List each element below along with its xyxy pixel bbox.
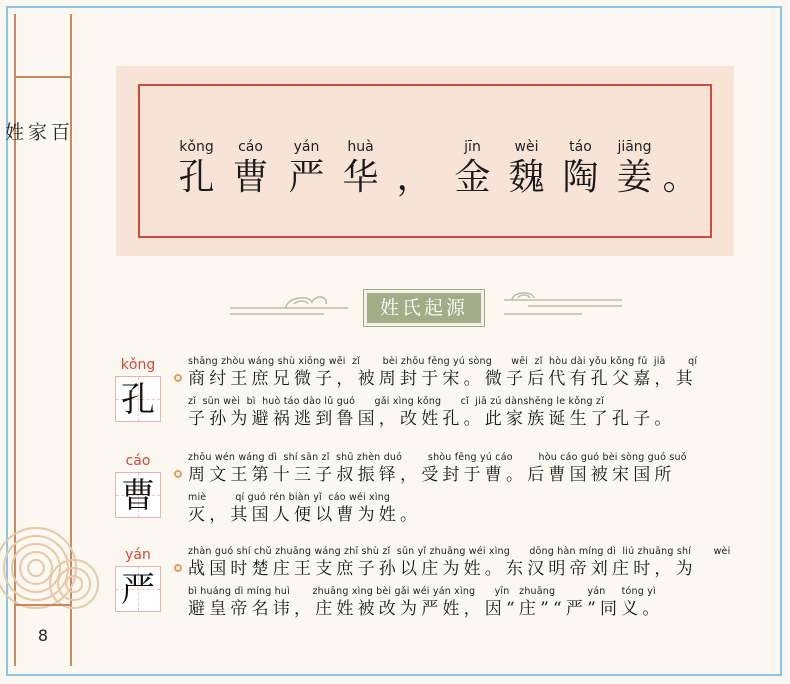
- poem-pinyin: jiāng: [617, 139, 652, 155]
- decorative-arcs: [16, 506, 70, 606]
- line-text: 子孙为避祸逃到鲁国，改姓孔。此家族诞生了孔子。: [188, 409, 676, 429]
- poem-char-pair: [284, 138, 329, 198]
- poem-hanzi: 金: [454, 157, 491, 198]
- poem-char-pair: [612, 138, 657, 198]
- poem-pinyin: cáo: [238, 139, 263, 155]
- poem-punctuation: ，: [396, 157, 433, 198]
- poem-char-pair: [228, 138, 273, 198]
- poem-pinyin: kǒng: [179, 139, 214, 155]
- text-line: [188, 356, 748, 390]
- surname-pinyin: kǒng: [120, 357, 156, 373]
- surname-entry-yan: [112, 546, 752, 626]
- surname-entry-cao: [112, 452, 752, 532]
- line-text: 灭，其国人便以曹为姓。: [188, 505, 422, 525]
- line-text: 战国时楚庄王支庶子孙以庄为姓。东汉明帝刘庄时，为: [188, 559, 697, 579]
- line-pinyin: zǐ sūn wèi bì huò táo dào lǔ guó gǎi xìng kǒng cǐ jiā zú dànshēng le kǒng zǐ: [188, 396, 604, 407]
- poem-hanzi: 陶: [562, 157, 599, 198]
- surname-box: [115, 472, 161, 518]
- poem-hanzi: 曹: [232, 157, 269, 198]
- section-heading: 姓氏起源: [364, 290, 484, 326]
- poem-punctuation: 。: [662, 157, 699, 198]
- cloud-ornament-left: [228, 290, 354, 320]
- poem-char-pair: [174, 138, 219, 198]
- book-title-char: 家: [25, 122, 47, 141]
- poem-char-pair: [338, 138, 383, 198]
- book-title: [2, 122, 70, 141]
- poem-hanzi: 姜: [616, 157, 653, 198]
- poem-char-pair: [558, 138, 603, 198]
- line-pinyin: bì huáng dì míng huì zhuāng xìng bèi gǎi wéi yán xìng yīn zhuāng yán tóng yì: [188, 586, 656, 597]
- poem-pinyin: [392, 138, 437, 156]
- line-text: 避皇帝名讳，庄姓被改为严姓，因“庄”“严”同义。: [188, 599, 664, 619]
- text-line: [188, 452, 748, 486]
- poem-pinyin: [658, 138, 703, 156]
- poem-hanzi: 华: [342, 157, 379, 198]
- bullet-icon: [174, 374, 182, 382]
- poem-hanzi: 魏: [508, 157, 545, 198]
- text-line: [188, 396, 748, 430]
- line-pinyin: zhàn guó shí chǔ zhuāng wáng zhī shù zǐ sūn yǐ zhuāng wéi xìng dōng hàn míng dì liú zhuāng shí wèi: [188, 546, 731, 557]
- text-line: [188, 492, 748, 526]
- book-title-char: 百: [48, 122, 70, 141]
- line-text: 周文王第十三子叔振铎，受封于曹。后曹国被宋国所: [188, 465, 676, 485]
- poem-char-pair: [504, 138, 549, 198]
- surname-box: [115, 376, 161, 422]
- poem-hanzi: 严: [288, 157, 325, 198]
- surname-box: [115, 566, 161, 612]
- text-line: [188, 546, 748, 580]
- page-number: 8: [37, 626, 49, 645]
- surname-char: 孔: [121, 380, 155, 420]
- surname-pinyin: yán: [125, 547, 151, 563]
- surname-char: 严: [121, 570, 155, 610]
- poem-banner: [116, 66, 734, 256]
- spine-divider-bottom: [16, 604, 70, 606]
- book-title-char: 姓: [2, 122, 24, 141]
- poem-char-pair: [392, 138, 437, 198]
- surname-pinyin: cáo: [125, 453, 151, 469]
- bullet-icon: [174, 564, 182, 572]
- poem-pinyin: táo: [569, 139, 592, 155]
- poem-pinyin: yán: [293, 139, 320, 155]
- poem-hanzi: 孔: [178, 157, 215, 198]
- line-pinyin: miè qí guó rén biàn yǐ cáo wéi xìng: [188, 492, 391, 503]
- surname-char: 曹: [121, 476, 155, 516]
- line-pinyin: zhōu wén wáng dì shí sān zǐ shū zhèn duó shòu fēng yú cáo hòu cáo guó bèi sòng guó suǒ: [188, 452, 687, 463]
- bullet-icon: [174, 470, 182, 478]
- surname-entry-kong: [112, 356, 752, 436]
- poem-frame: [138, 84, 712, 238]
- text-line: [188, 586, 748, 620]
- line-text: 商纣王庶兄微子，被周封于宋。微子后代有孔父嘉，其: [188, 369, 697, 389]
- line-pinyin: shāng zhòu wáng shù xiōng wēi zǐ bèi zhōu fēng yú sòng wēi zǐ hòu dài yǒu kǒng fǔ jiā qí: [188, 356, 698, 367]
- book-spine: [2, 14, 72, 666]
- poem-pinyin: wèi: [514, 139, 539, 155]
- spine-divider-top: [16, 76, 70, 78]
- poem-pinyin: huà: [347, 139, 374, 155]
- poem-pinyin: jīn: [464, 139, 481, 155]
- poem-char-pair: [450, 138, 495, 198]
- poem-char-pair: [658, 138, 703, 198]
- cloud-ornament-right: [498, 290, 624, 320]
